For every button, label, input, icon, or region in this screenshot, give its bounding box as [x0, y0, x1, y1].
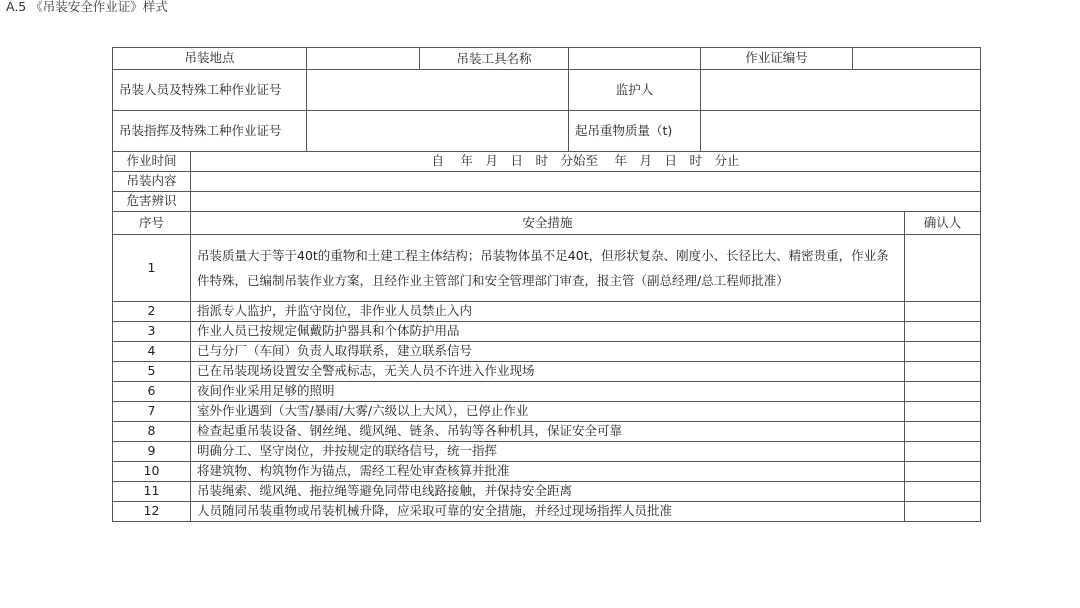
measure-no: 7 [113, 402, 191, 422]
weight-value[interactable] [701, 111, 981, 152]
hazard-label: 危害辨识 [113, 192, 191, 212]
measure-no: 12 [113, 502, 191, 522]
measure-confirm[interactable] [905, 382, 981, 402]
content-label: 吊装内容 [113, 172, 191, 192]
table-row [113, 502, 981, 522]
measure-confirm[interactable] [905, 442, 981, 462]
measure-confirm[interactable] [905, 302, 981, 322]
measure-text: 人员随同吊装重物或吊装机械升降，应采取可靠的安全措施，并经过现场指挥人员批准 [191, 502, 905, 522]
measure-text: 已与分厂（车间）负责人取得联系，建立联系信号 [191, 342, 905, 362]
measure-no: 10 [113, 462, 191, 482]
measure-no: 9 [113, 442, 191, 462]
measure-no: 11 [113, 482, 191, 502]
measure-no: 5 [113, 362, 191, 382]
commander-value[interactable] [307, 111, 569, 152]
measure-confirm[interactable] [905, 402, 981, 422]
table-row [113, 482, 981, 502]
location-label: 吊装地点 [113, 48, 307, 70]
measure-confirm[interactable] [905, 362, 981, 382]
table-row [113, 302, 981, 322]
tool-value[interactable] [569, 48, 701, 70]
table-row [113, 322, 981, 342]
measure-confirm[interactable] [905, 462, 981, 482]
col-measure-header: 安全措施 [191, 212, 905, 235]
tool-label: 吊装工具名称 [456, 51, 532, 66]
table-row [113, 362, 981, 382]
measure-text: 作业人员已按规定佩戴防护器具和个体防护用品 [191, 322, 905, 342]
lifting-permit-table [112, 47, 981, 522]
measure-confirm[interactable] [905, 502, 981, 522]
table-row [113, 462, 981, 482]
measure-text: 已在吊装现场设置安全警戒标志，无关人员不许进入作业现场 [191, 362, 905, 382]
measure-no: 3 [113, 322, 191, 342]
col-no-header: 序号 [113, 212, 191, 235]
table-row [113, 235, 981, 302]
commander-label: 吊装指挥及特殊工种作业证号 [113, 111, 307, 152]
supervisor-value[interactable] [701, 70, 981, 111]
content-value[interactable] [191, 172, 981, 192]
measure-confirm[interactable] [905, 235, 981, 302]
measure-text: 指派专人监护，并监守岗位，非作业人员禁止入内 [191, 302, 905, 322]
table-row [113, 442, 981, 462]
measure-no: 4 [113, 342, 191, 362]
time-value[interactable]: 自 年 月 日 时 分始至 年 月 日 时 分止 [191, 152, 981, 172]
supervisor-label: 监护人 [569, 70, 701, 111]
measure-confirm[interactable] [905, 482, 981, 502]
weight-label: 起吊重物质量（t) [569, 111, 701, 152]
measure-confirm[interactable] [905, 322, 981, 342]
col-confirm-header: 确认人 [905, 212, 981, 235]
permit-value[interactable] [853, 48, 981, 70]
measure-text: 室外作业遇到（大雪/暴雨/大雾/六级以上大风），已停止作业 [191, 402, 905, 422]
hazard-value[interactable] [191, 192, 981, 212]
measure-text: 吊装绳索、缆风绳、拖拉绳等避免同带电线路接触，并保持安全距离 [191, 482, 905, 502]
measure-text: 将建筑物、构筑物作为锚点，需经工程处审查核算并批准 [191, 462, 905, 482]
document-caption: A.5 《吊装安全作业证》样式 [6, 0, 168, 14]
table-row [113, 342, 981, 362]
measure-confirm[interactable] [905, 422, 981, 442]
measure-no: 6 [113, 382, 191, 402]
measure-no: 2 [113, 302, 191, 322]
measure-confirm[interactable] [905, 342, 981, 362]
table-row [113, 422, 981, 442]
table-row [113, 402, 981, 422]
measure-no: 1 [113, 235, 191, 302]
measure-text: 明确分工、坚守岗位，并按规定的联络信号，统一指挥 [191, 442, 905, 462]
measure-text: 夜间作业采用足够的照明 [191, 382, 905, 402]
measure-no: 8 [113, 422, 191, 442]
permit-label: 作业证编号 [701, 48, 853, 70]
personnel-value[interactable] [307, 70, 569, 111]
table-row [113, 382, 981, 402]
time-label: 作业时间 [113, 152, 191, 172]
measure-text: 吊装质量大于等于40t的重物和土建工程主体结构；吊装物体虽不足40t，但形状复杂、刚度小、长径比大、精密贵重，作业条件特殊，已编制吊装作业方案，且经作业主管部门和安全管理部门审查，报主管（副总经理/总工程师批准） [191, 235, 905, 302]
measure-text: 检查起重吊装设备、钢丝绳、缆风绳、链条、吊钩等各种机具，保证安全可靠 [191, 422, 905, 442]
personnel-label: 吊装人员及特殊工种作业证号 [113, 70, 307, 111]
location-value[interactable] [307, 48, 420, 69]
location-split [307, 48, 569, 70]
